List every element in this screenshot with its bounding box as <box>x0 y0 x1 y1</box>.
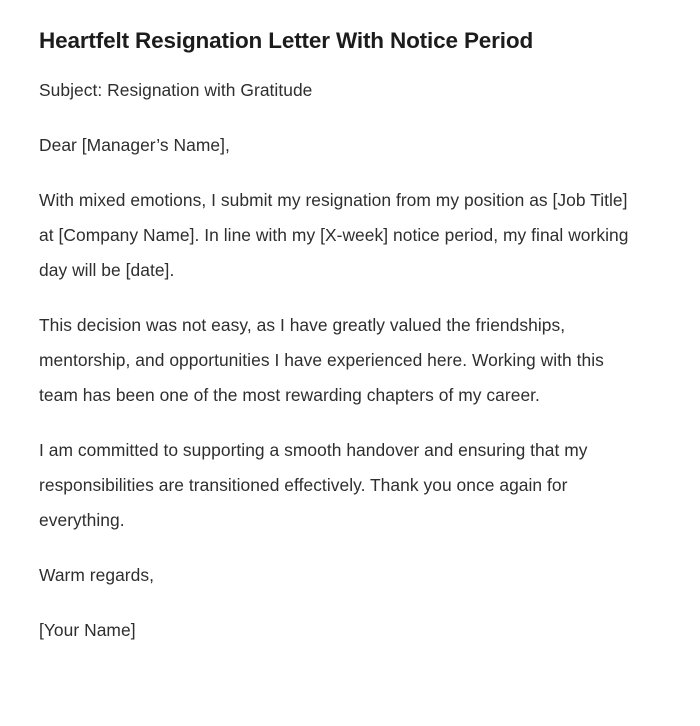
letter-body <box>39 73 638 648</box>
letter-salutation: Dear [Manager’s Name], <box>39 135 230 155</box>
letter-paragraph-resignation-notice: With mixed emotions, I submit my resignation from my position as [Job Title] at [Company Name]. In line with my [X-week] notice period, my final working day will be [date]. <box>39 190 629 280</box>
letter-paragraph-gratitude: This decision was not easy, as I have greatly valued the friendships, mentorship, and opportunities I have experienced here. Working with this team has been one of the most rewarding chapters of my career. <box>39 315 604 405</box>
letter-subject-line: Subject: Resignation with Gratitude <box>39 80 313 100</box>
letter-signature: [Your Name] <box>39 620 136 640</box>
page-title: Heartfelt Resignation Letter With Notice Period <box>39 28 534 53</box>
letter-closing: Warm regards, <box>39 565 154 585</box>
letter-paragraph-handover: I am committed to supporting a smooth handover and ensuring that my responsibilities are transitioned effectively. Thank you once again for everything. <box>39 440 588 530</box>
